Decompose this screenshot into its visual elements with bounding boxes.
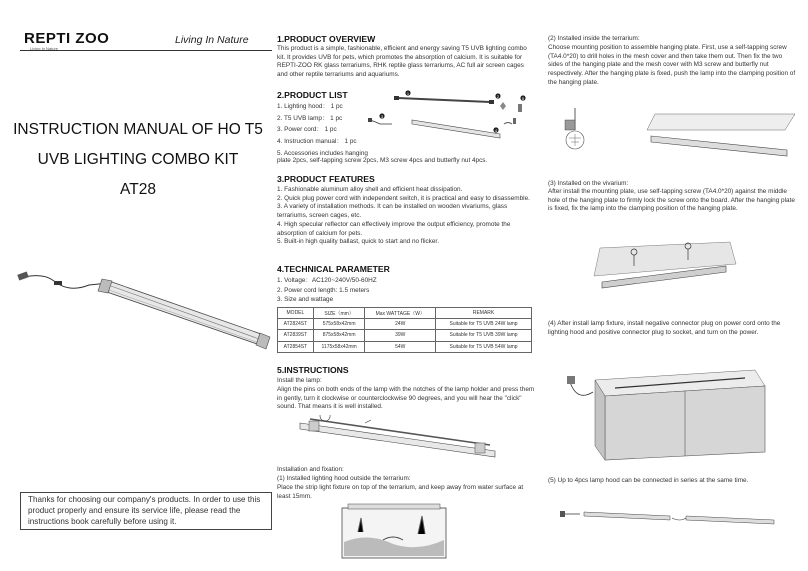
list-item: 3. Size and wattage: [277, 296, 334, 304]
parts-illustration: [368, 88, 533, 146]
header-divider: [20, 50, 272, 51]
list-item: 2. T5 UVB lamp： 1 pc: [277, 114, 343, 122]
technical-list: [277, 276, 535, 305]
install-lamp-text: Align the pins on both ends of the lamp with the notches of the lamp holder and press them in gently, turn it clockwise or counterclockwise 90 degrees, and you will hear the "click" sound. That means it is well installed.: [277, 386, 535, 411]
table-cell: Suitable for T5 UVB 54W lamp: [436, 341, 532, 352]
tagline: Living In Nature: [175, 34, 249, 46]
table-row: [278, 341, 532, 352]
list-item: 5. Accessories includes hanging: [277, 149, 368, 157]
light-fixture-illustration: [14, 255, 276, 360]
list-item: 3. A variety of installation methods. It can be installed on wooden vivariums, glass terrariums, screen cages, etc.: [277, 203, 508, 220]
vivarium-mount-illustration: [590, 236, 740, 298]
brand-logo: [24, 30, 109, 47]
table-cell: AT2839ST: [278, 330, 314, 341]
step3-text: After install the mounting plate, use self-tapping screw (TA4.0*20) against the middle hole of the hanging plate to firmly lock the screw onto the board. After the hanging plate is fixed, fix the lamp into the clamping position of the hanging plate.: [548, 188, 795, 213]
logo-text: REPTI ZOO: [24, 30, 110, 47]
logo-subtitle: Living In Nature: [30, 46, 59, 51]
product-list-continued: plate 2pcs, self-tapping screw 2pcs, M3 screw 4pcs and butterfly nut 4pcs.: [277, 157, 488, 164]
list-item: 2. Quick plug power cord with independent switch, it is practical and easy to disassemble.: [277, 194, 530, 202]
callout-label: 2: [496, 93, 500, 99]
table-header-row: [278, 308, 532, 319]
table-cell: 1175x58x42mm: [313, 341, 365, 352]
overview-text: This product is a simple, fashionable, efficient and energy saving T5 UVB lighting combo kit. It provides UVB for pets, which promotes the absorption of calcium. It is suitable for REPTI-ZOO RK glass terrariums, RHK reptile glass terrariums, AC full air screen cages and other reptile terrariums and aquariums.: [277, 45, 527, 79]
manual-title-line1: INSTRUCTION MANUAL OF HO T5: [13, 121, 263, 138]
hanging-plate-illustration: [555, 100, 800, 162]
table-cell: Suitable for T5 UVB 39W lamp: [436, 330, 532, 341]
table-cell: 875x58x42mm: [313, 330, 365, 341]
list-item: 1. Fashionable aluminum alloy shell and efficient heat dissipation.: [277, 186, 463, 193]
step2-text: Choose mounting position to assemble hanging plate. First, use a self-tapping screw (TA4.0*20) to drill holes in the mesh cover and then take them out. Then fix the two sides of the hanging plate and the mesh cover with M3 screw and butterfly nut respectively. After the hanging plate is fixed, push the lamp into the clamping position of the hanging plate.: [548, 44, 796, 86]
features-list: [277, 186, 535, 247]
step3-title: (3) Installed on the vivarium:: [548, 180, 629, 187]
fixation-title: Installation and fixation:: [277, 466, 344, 473]
instructions-heading: 5.INSTRUCTIONS: [277, 365, 349, 375]
callout-label: 5: [521, 95, 525, 101]
series-connection-illustration: [560, 500, 790, 530]
step1-title: (1) Installed lighting hood outside the terrarium:: [277, 475, 411, 482]
list-item: 2. Power cord length: 1.5 meters: [277, 286, 370, 294]
technical-heading: 4.TECHNICAL PARAMETER: [277, 264, 390, 274]
step5-text: (5) Up to 4pcs lamp hood can be connected in series at the same time.: [548, 477, 749, 484]
list-item: 5. Built-in high quality ballast, quick to start and no flicker.: [277, 238, 439, 246]
list-item: 3. Power cord： 1 pc: [277, 126, 337, 134]
size-wattage-table: [277, 307, 532, 353]
overview-heading: 1.PRODUCT OVERVIEW: [277, 34, 376, 44]
list-item: 4. Instruction manual： 1 pc: [277, 138, 357, 146]
product-list-heading: 2.PRODUCT LIST: [277, 90, 348, 100]
table-header: SIZE（mm）: [313, 308, 365, 319]
table-cell: AT2854ST: [278, 341, 314, 352]
table-header: MODEL: [278, 308, 314, 319]
step4-text: (4) After install lamp fixture, install negative connector plug on power cord onto the lighting hood and positive connector plug to socket, and turn on the power.: [548, 320, 781, 336]
table-header: Max WATTAGE（W）: [365, 308, 436, 319]
cabinet-illustration: [565, 362, 785, 462]
features-heading: 3.PRODUCT FEATURES: [277, 174, 375, 184]
install-lamp-title: Install the lamp:: [277, 377, 322, 384]
lamp-insert-illustration: [295, 415, 505, 460]
table-cell: AT2824ST: [278, 319, 314, 330]
table-cell: 575x58x42mm: [313, 319, 365, 330]
step1-text: Place the strip light fixture on top of the terrarium, and keep away from water surface at least 15mm.: [277, 484, 524, 500]
table-header: REMARK: [436, 308, 532, 319]
table-cell: 24W: [365, 319, 436, 330]
callout-label: 3: [380, 113, 384, 119]
list-item: 1. Voltage：AC120~240V/50-60HZ: [277, 277, 377, 284]
list-item: 4. High specular reflector can effectively improve the output efficiency, promote the absorption of calcium for pets.: [277, 220, 511, 237]
table-row: [278, 330, 532, 341]
model-number: AT28: [120, 181, 156, 198]
table-cell: Suitable for T5 UVB 24W lamp: [436, 319, 532, 330]
terrarium-top-illustration: [338, 502, 453, 562]
thank-you-notice: Thanks for choosing our company's products. In order to use this product properly and ensure its service life, please read the instructions book carefully before using it.: [20, 492, 272, 530]
table-cell: 39W: [365, 330, 436, 341]
manual-title-line2: UVB LIGHTING COMBO KIT: [37, 151, 239, 168]
step2-title: (2) Installed inside the terrarium:: [548, 35, 640, 42]
callout-label: 1: [406, 90, 410, 96]
table-row: [278, 319, 532, 330]
list-item: 1. Lighting hood： 1 pc: [277, 103, 343, 110]
callout-label: 4: [494, 127, 498, 133]
table-cell: 54W: [365, 341, 436, 352]
